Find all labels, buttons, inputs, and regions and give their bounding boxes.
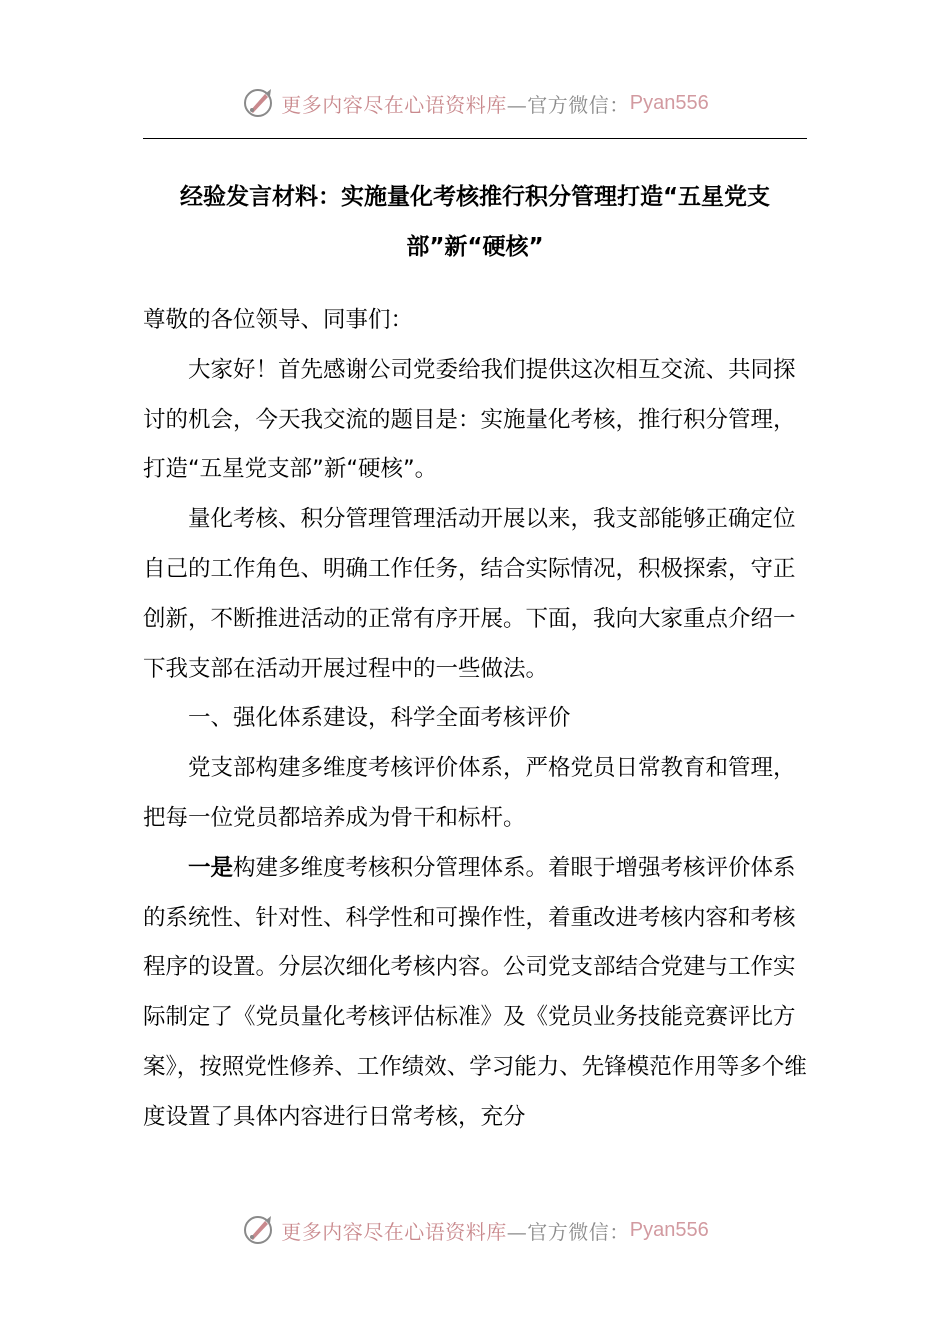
point-one-text: 构建多维度考核积分管理体系。着眼于增强考核评价体系的系统性、针对性、科学性和可操作性，着重改进考核内容和考核程序的设置。分层次细化考核内容。公司党支部结合党建与工作实际制定了《党员量化考核评估标准》及《党员业务技能竞赛评比方案》，按照党性修养、工作绩效、学习能力、先锋模范作用等多个维度设置了具体内容进行日常考核，充分 xyxy=(143,854,807,1130)
watermark-wechat-label: —官方微信： xyxy=(506,1219,630,1244)
watermark-wechat-handle: Pyan556 xyxy=(629,1218,709,1241)
paragraph-point-one xyxy=(143,844,807,1143)
document-title xyxy=(143,172,807,272)
quill-pen-logo-icon xyxy=(241,1213,275,1247)
watermark-wechat-label: —官方微信： xyxy=(506,92,630,117)
document-title-line-1: 经验发言材料：实施量化考核推行积分管理打造“五星党支 xyxy=(179,184,771,210)
section-heading-1: 一、强化体系建设，科学全面考核评价 xyxy=(188,705,571,732)
paragraph-system: 党支部构建多维度考核评价体系，严格党员日常教育和管理，把每一位党员都培养成为骨干和标杆。 xyxy=(143,755,796,831)
footer-watermark xyxy=(0,1210,950,1250)
paragraph-overview: 量化考核、积分管理管理活动开展以来，我支部能够正确定位自己的工作角色、明确工作任务，结合实际情况，积极探索，守正创新，不断推进活动的正常有序开展。下面，我向大家重点介绍一下我支部在活动开展过程中的一些做法。 xyxy=(143,506,796,682)
document-title-line-2: 部”新“硬核” xyxy=(406,234,544,260)
document-body xyxy=(143,296,807,1143)
watermark-site-text: 更多内容尽在心语资料库 xyxy=(281,92,507,117)
header-watermark xyxy=(0,83,950,123)
quill-pen-logo-icon xyxy=(241,86,275,120)
header-divider xyxy=(143,138,807,139)
watermark-site-text: 更多内容尽在心语资料库 xyxy=(281,1219,507,1244)
watermark-wechat-handle: Pyan556 xyxy=(629,91,709,114)
salutation: 尊敬的各位领导、同事们： xyxy=(143,307,414,333)
point-one-lead: 一是 xyxy=(188,854,234,881)
paragraph-greeting: 大家好！首先感谢公司党委给我们提供这次相互交流、共同探讨的机会，今天我交流的题目是：实施量化考核，推行积分管理，打造“五星党支部”新“硬核”。 xyxy=(143,356,796,483)
